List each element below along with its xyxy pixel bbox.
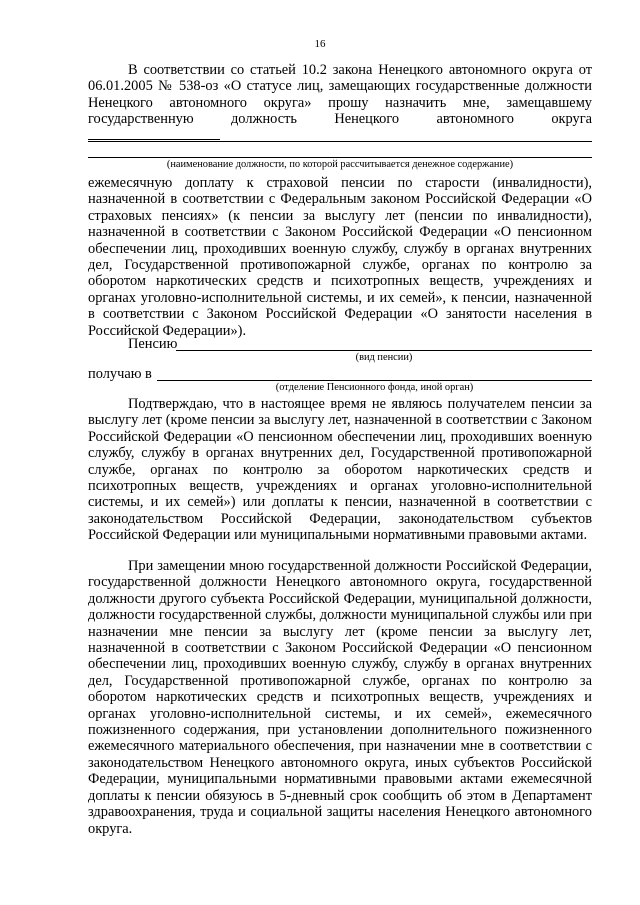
paragraph-request-text: В соответствии со статьей 10.2 закона Ненецкого автономного округа от 06.01.2005 № 538-оз «О статусе лиц, замещающих государственные должности Ненецкого автономного округа» прошу назначить мне, замещавшему государственную должность Ненецкого автономного округа — [88, 62, 592, 128]
page-number: 16 — [314, 38, 326, 50]
position-blank-line-2[interactable] — [88, 157, 592, 158]
caption-position: (наименование должности, по которой рассчитывается денежное содержание) — [166, 159, 514, 170]
pension-type-line[interactable] — [176, 350, 592, 351]
receive-label: получаю в — [88, 366, 152, 382]
position-fill-line[interactable] — [88, 129, 220, 140]
paragraph-confirmation: Подтверждаю, что в настоящее время не являюсь получателем пенсии за выслугу лет (кроме пенсии за выслугу лет, назначенной в соответствии с Законом Российской Федерации «О пенсионном обеспечении лиц, проходивших военную службу, службу в органах внутренних дел, Государственной противопожарной службе, органах по контролю за оборотом наркотических средств и психотропных веществ, учреждениях и органах уголовно-исполнительной системы, и их семей») или доплаты к пенсии, назначенной в соответствии с законодательством Российской Федерации, законодательством субъектов Российской Федерации или муниципальными нормативными правовыми актами. — [88, 396, 592, 544]
paragraph-obligation: При замещении мною государственной должности Российской Федерации, государственной должности Ненецкого автономного округа, государственной должности другого субъекта Российской Федерации, муниципальной должности, должности государственной службы, должности муниципальной службы или при назначении мне пенсии за выслугу лет (кроме пенсии за выслугу лет, назначенной в соответствии с Законом Российской Федерации «О пенсионном обеспечении лиц, проходивших военную службу, службу в органах внутренних дел, Государственной противопожарной службе, органах по контролю за оборотом наркотических средств и психотропных веществ, учреждениях и органах уголовно-исполнительной системы, и их семей», ежемесячного пожизненного содержания, при установлении дополнительного пожизненного ежемесячного материального обеспечения, при назначении мне в соответствии с законодательством Ненецкого автономного округа, иных субъектов Российской Федерации, муниципальными нормативными правовыми актами ежемесячной доплаты к пенсии обязуюсь в 5-дневный срок сообщить об этом в Департамент здравоохранения, труда и социальной защиты населения Ненецкого автономного округа. — [88, 558, 592, 837]
paragraph-request — [88, 62, 592, 144]
pension-label: Пенсию — [128, 336, 178, 352]
fund-line[interactable] — [157, 380, 592, 381]
caption-fund: (отделение Пенсионного фонда, иной орган) — [275, 382, 474, 393]
position-blank-line-1[interactable] — [88, 141, 592, 142]
paragraph-supplement: ежемесячную доплату к страховой пенсии по старости (инвалидности), назначенной в соответствии с Федеральным законом Российской Федерации «О страховых пенсиях» (к пенсии за выслугу лет (пенсии по инвалидности), назначенной в соответствии с Законом Российской Федерации «О пенсионном обеспечении лиц, проходивших военную службу, службу в органах внутренних дел, Государственной противопожарной службе, органах по контролю за оборотом наркотических средств и психотропных веществ, учреждениях и органах уголовно-исполнительной системы, и их семей», к пенсии, назначенной в соответствии с Законом Российской Федерации «О занятости населения в Российской Федерации»). — [88, 175, 592, 339]
caption-pension-type: (вид пенсии) — [355, 352, 413, 363]
